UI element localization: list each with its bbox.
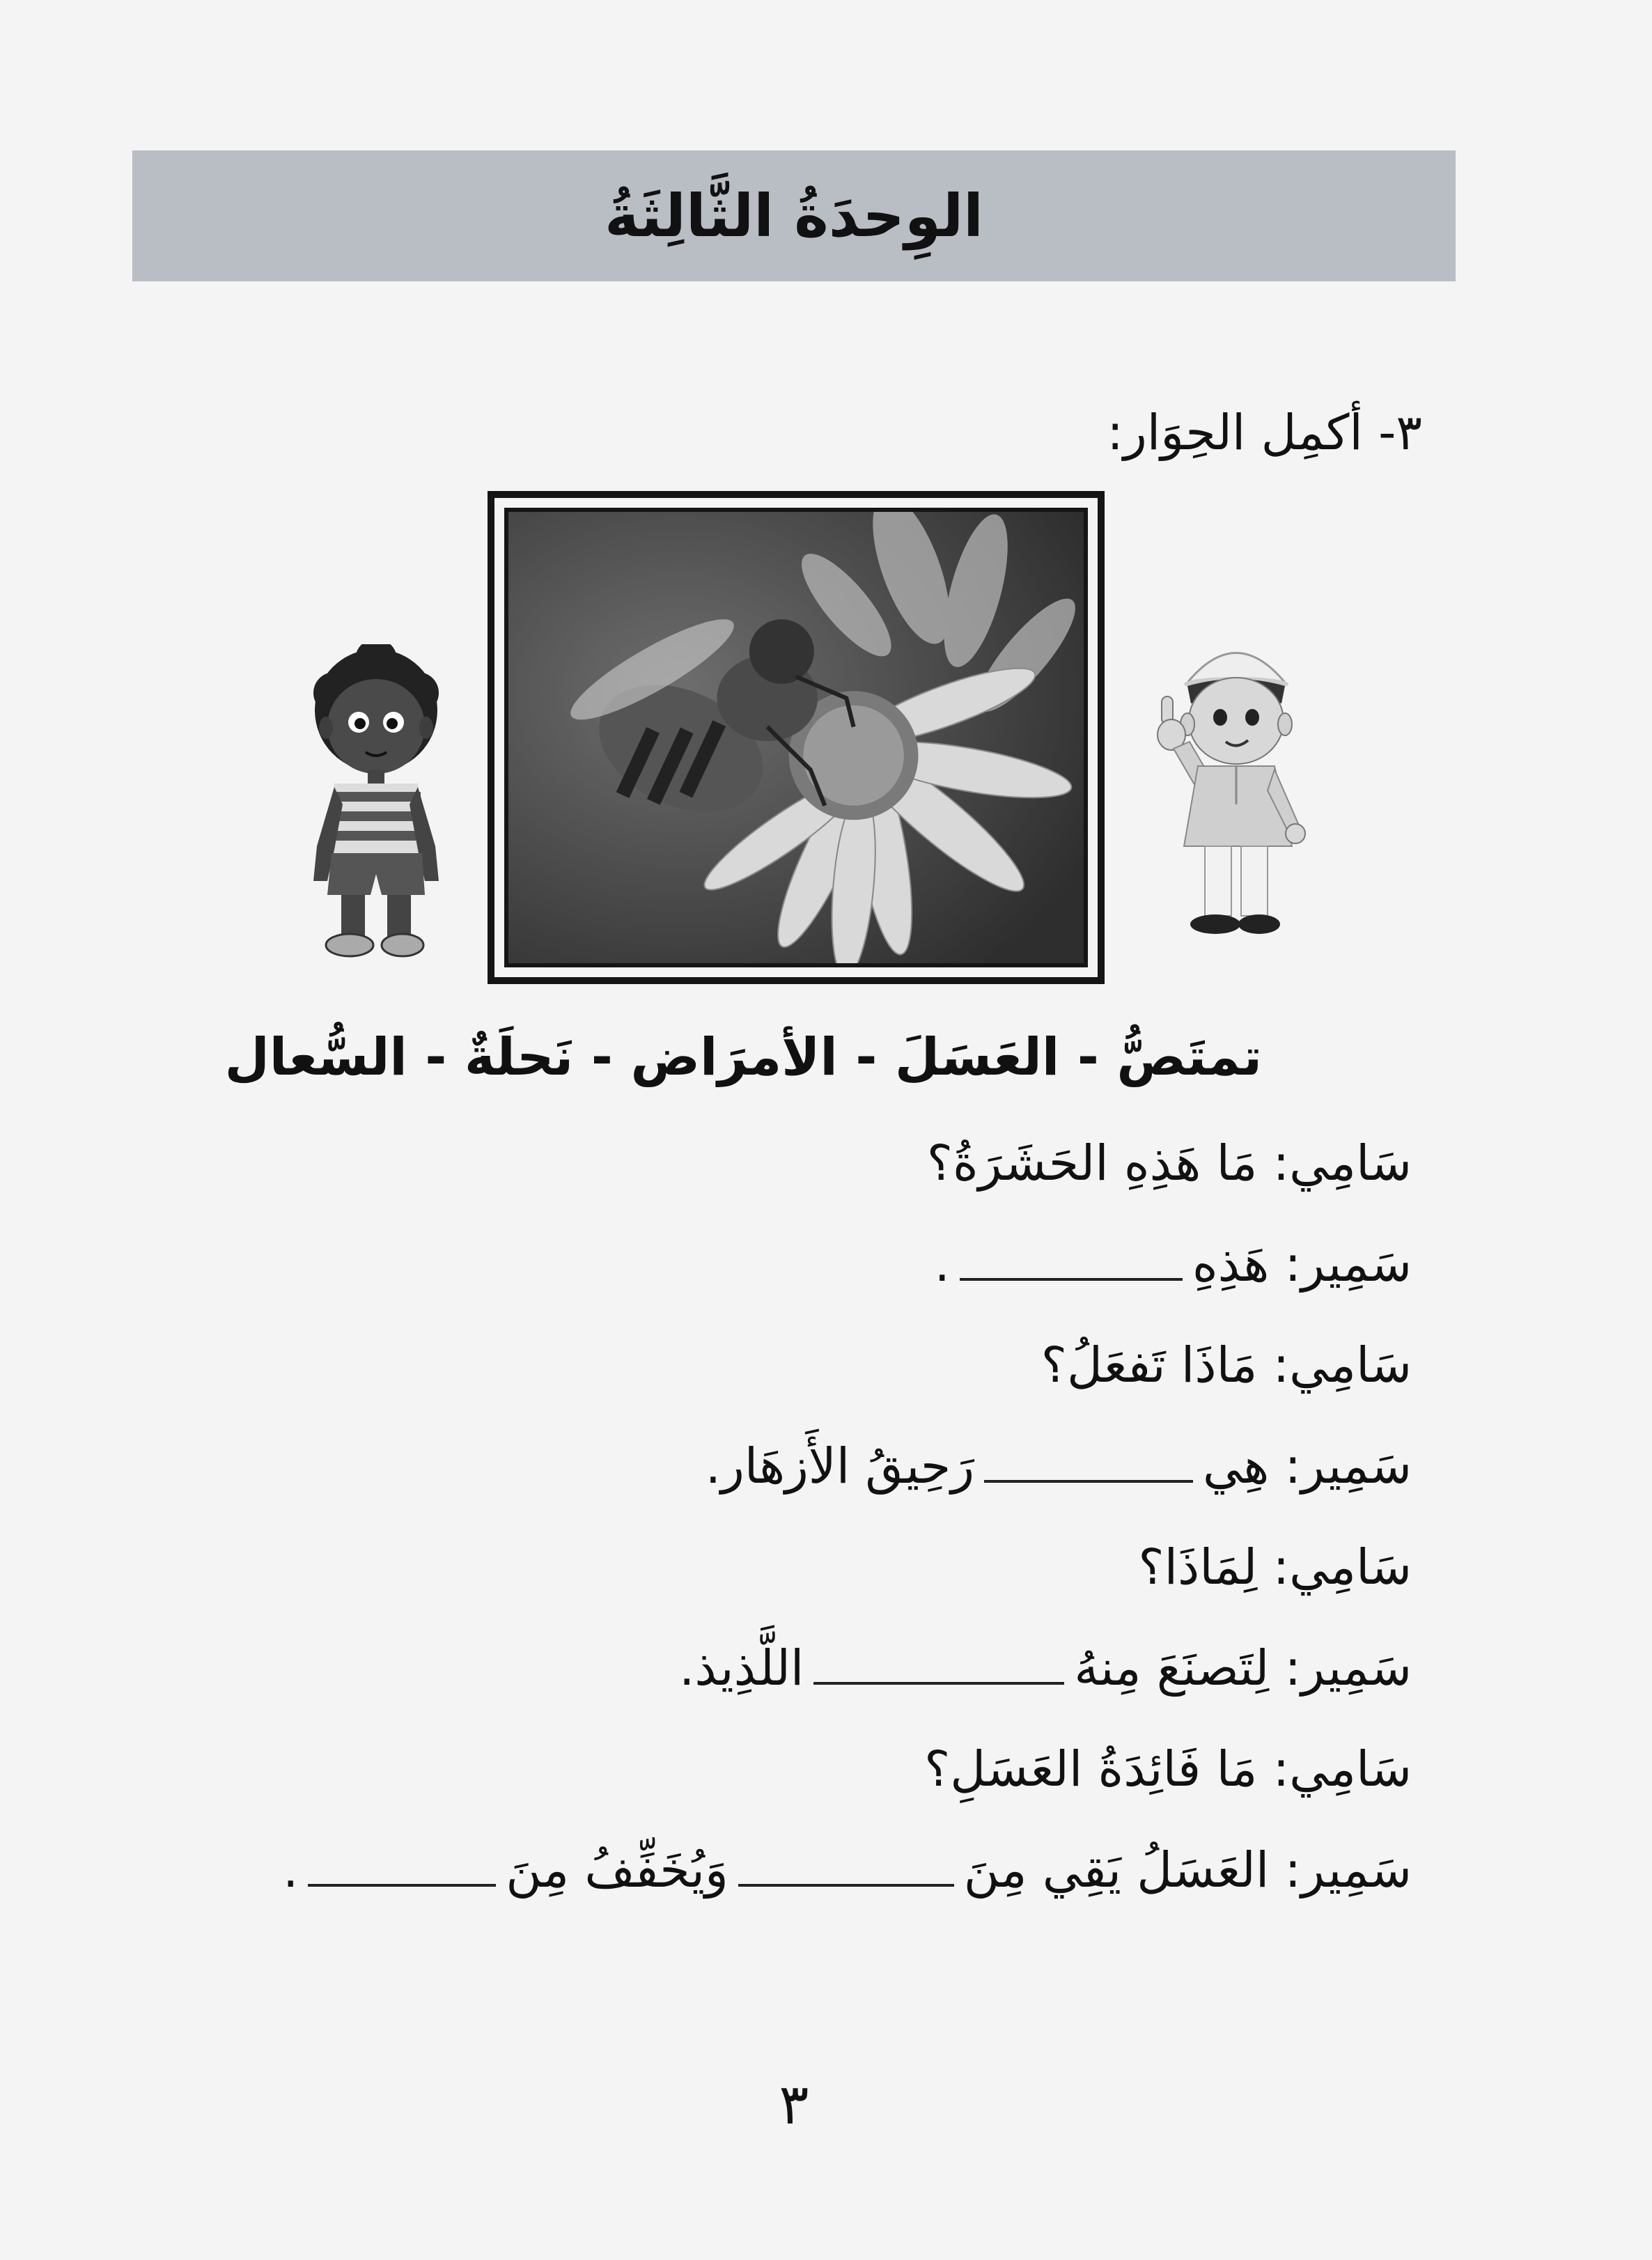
dialogue-line [228, 1431, 1412, 1532]
line-text-middle: وَيُخَفِّفُ مِنَ [506, 1841, 728, 1899]
line-text: هَذِهِ [1192, 1236, 1270, 1293]
answer-blank[interactable] [813, 1640, 1064, 1685]
unit-title: الوِحدَةُ الثَّالِثَةُ [605, 182, 983, 250]
dialogue-line [228, 1229, 1412, 1330]
line-text: لِمَاذَا؟ [1138, 1538, 1258, 1596]
speaker-name: سَامِي: [1272, 1336, 1412, 1394]
bee-photo-frame [488, 491, 1105, 984]
bee-on-flower-photo [504, 508, 1088, 967]
exercise-heading: ٣- أكمِل الحِوَار: [1107, 404, 1422, 461]
line-text: العَسَلُ يَقِي مِنَ [963, 1841, 1270, 1899]
answer-blank[interactable] [738, 1842, 954, 1887]
dialogue-line [228, 1330, 1412, 1431]
speaker-name: سَامِي: [1272, 1135, 1412, 1192]
line-text-end: . [934, 1236, 950, 1293]
boy-with-cap-figure [1156, 616, 1316, 951]
line-text-end: . [283, 1841, 299, 1899]
speaker-name: سَامِي: [1272, 1538, 1412, 1596]
answer-blank[interactable] [960, 1236, 1183, 1281]
dialogue [228, 1128, 1412, 1936]
line-text: مَاذَا تَفعَلُ؟ [1041, 1336, 1258, 1394]
dialogue-line [228, 1734, 1412, 1835]
answer-blank[interactable] [984, 1438, 1193, 1483]
line-text: لِتَصنَعَ مِنهُ [1074, 1639, 1270, 1697]
unit-title-banner [132, 150, 1456, 281]
word-bank: تمتَصُّ - العَسَلَ - الأمرَاض - نَحلَةٌ - السُّعال [224, 1027, 1262, 1087]
speaker-name: سَامِي: [1272, 1740, 1412, 1798]
dialogue-line [228, 1128, 1412, 1229]
speaker-name: سَمِير: [1284, 1841, 1412, 1899]
line-text: مَا فَائِدَةُ العَسَلِ؟ [924, 1740, 1258, 1798]
line-text-end: رَحِيقُ الأَزهَار. [705, 1437, 975, 1495]
line-text: مَا هَذِهِ الحَشَرَةُ؟ [926, 1135, 1258, 1192]
answer-blank[interactable] [308, 1842, 496, 1887]
line-text-end: اللَّذِيذ. [679, 1639, 804, 1697]
boy-striped-shirt-figure [306, 644, 446, 965]
dialogue-line [228, 1532, 1412, 1633]
dialogue-line [228, 1835, 1412, 1936]
dialogue-line [228, 1633, 1412, 1734]
speaker-name: سَمِير: [1284, 1639, 1412, 1697]
page-number: ٣ [779, 2072, 809, 2137]
speaker-name: سَمِير: [1284, 1437, 1412, 1495]
speaker-name: سَمِير: [1284, 1236, 1412, 1293]
line-text: هِي [1203, 1437, 1270, 1495]
